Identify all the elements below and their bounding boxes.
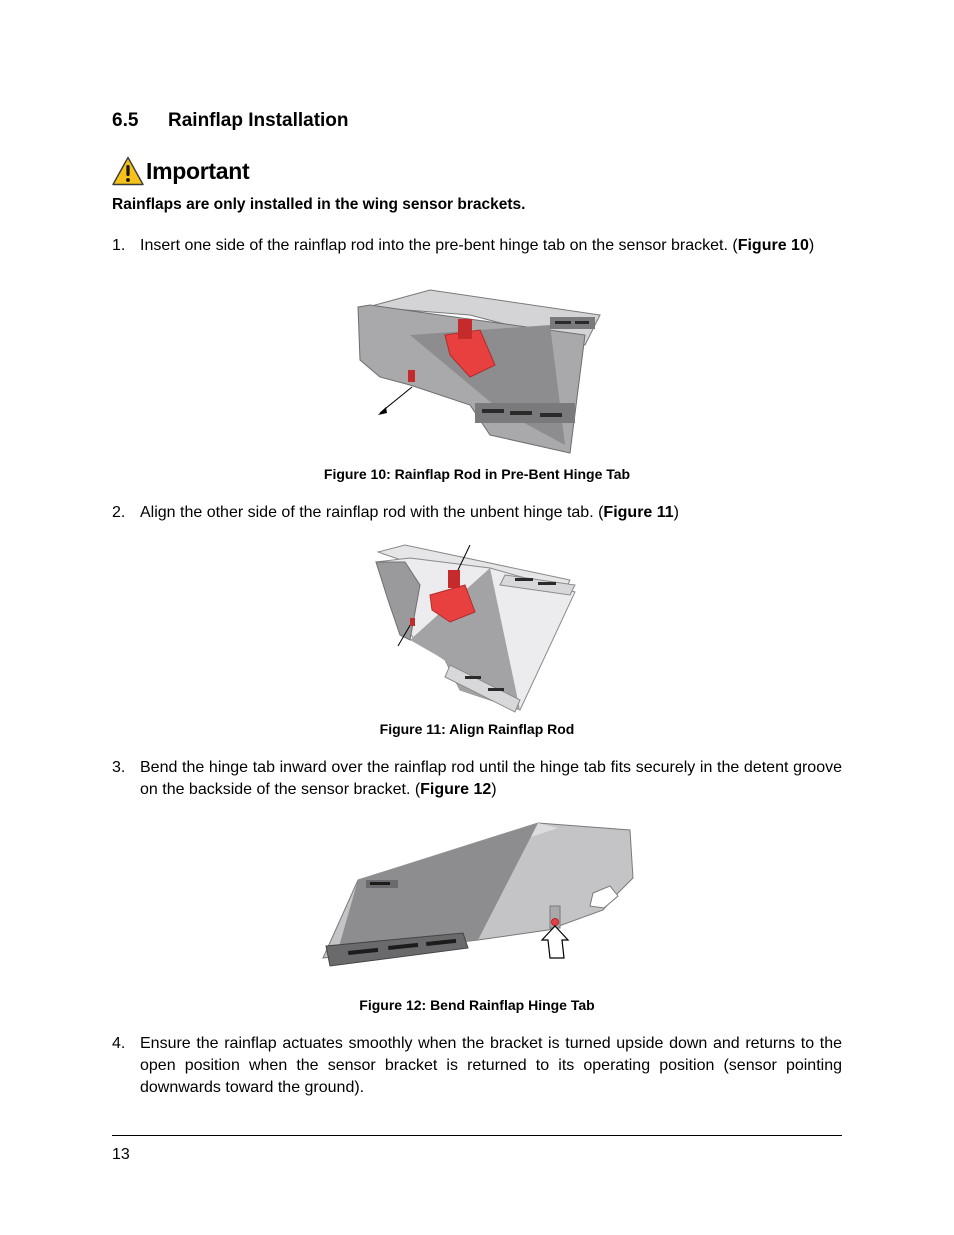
step-1 — [112, 235, 842, 257]
step-number: 2. — [112, 504, 126, 521]
important-label: Important — [146, 158, 250, 184]
footer-rule — [112, 1135, 842, 1136]
step-4 — [112, 1033, 842, 1099]
figure-reference[interactable]: Figure 11 — [603, 504, 674, 521]
step-number: 3. — [112, 759, 126, 776]
figure-12-caption: Figure 12: Bend Rainflap Hinge Tab — [359, 997, 595, 1013]
step-text: Insert one side of the rainflap rod into the pre-bent hinge tab on the sensor bracket. (Figure 10) — [140, 237, 815, 254]
step-2 — [112, 502, 842, 524]
warning-triangle-icon — [112, 156, 144, 186]
figure-12-image — [318, 818, 638, 988]
step-text: Ensure the rainflap actuates smoothly when the bracket is turned upside down and returns to the open position when the sensor bracket is returned to its operating position (sensor pointing downwards toward the ground). — [140, 1035, 842, 1096]
hinge-tab — [448, 570, 460, 588]
hinge-detent-marker — [552, 919, 559, 926]
figure-11-caption: Figure 11: Align Rainflap Rod — [379, 721, 575, 737]
hinge-tab — [458, 319, 472, 339]
figure-reference[interactable]: Figure 12 — [420, 781, 492, 798]
figure-10-caption: Figure 10: Rainflap Rod in Pre-Bent Hinge Tab — [323, 466, 631, 482]
section-title: Rainflap Installation — [168, 110, 349, 131]
step-text: Align the other side of the rainflap rod with the unbent hinge tab. (Figure 11) — [140, 504, 679, 521]
step-number: 1. — [112, 237, 126, 254]
figure-11-image — [370, 540, 590, 720]
note-text: Rainflaps are only installed in the wing sensor brackets. — [112, 196, 526, 213]
page-number: 13 — [112, 1146, 130, 1163]
section-number: 6.5 — [112, 110, 139, 131]
figure-reference[interactable]: Figure 10 — [737, 237, 809, 254]
step-number: 4. — [112, 1035, 126, 1052]
step-3 — [112, 757, 842, 801]
step-text: Bend the hinge tab inward over the rainflap rod until the hinge tab fits securely in the detent groove on the backside of the sensor bracket. (Figure 12) — [140, 759, 842, 798]
section-heading — [112, 110, 349, 132]
callout-arrow — [378, 407, 387, 415]
figure-10-image — [350, 285, 610, 465]
